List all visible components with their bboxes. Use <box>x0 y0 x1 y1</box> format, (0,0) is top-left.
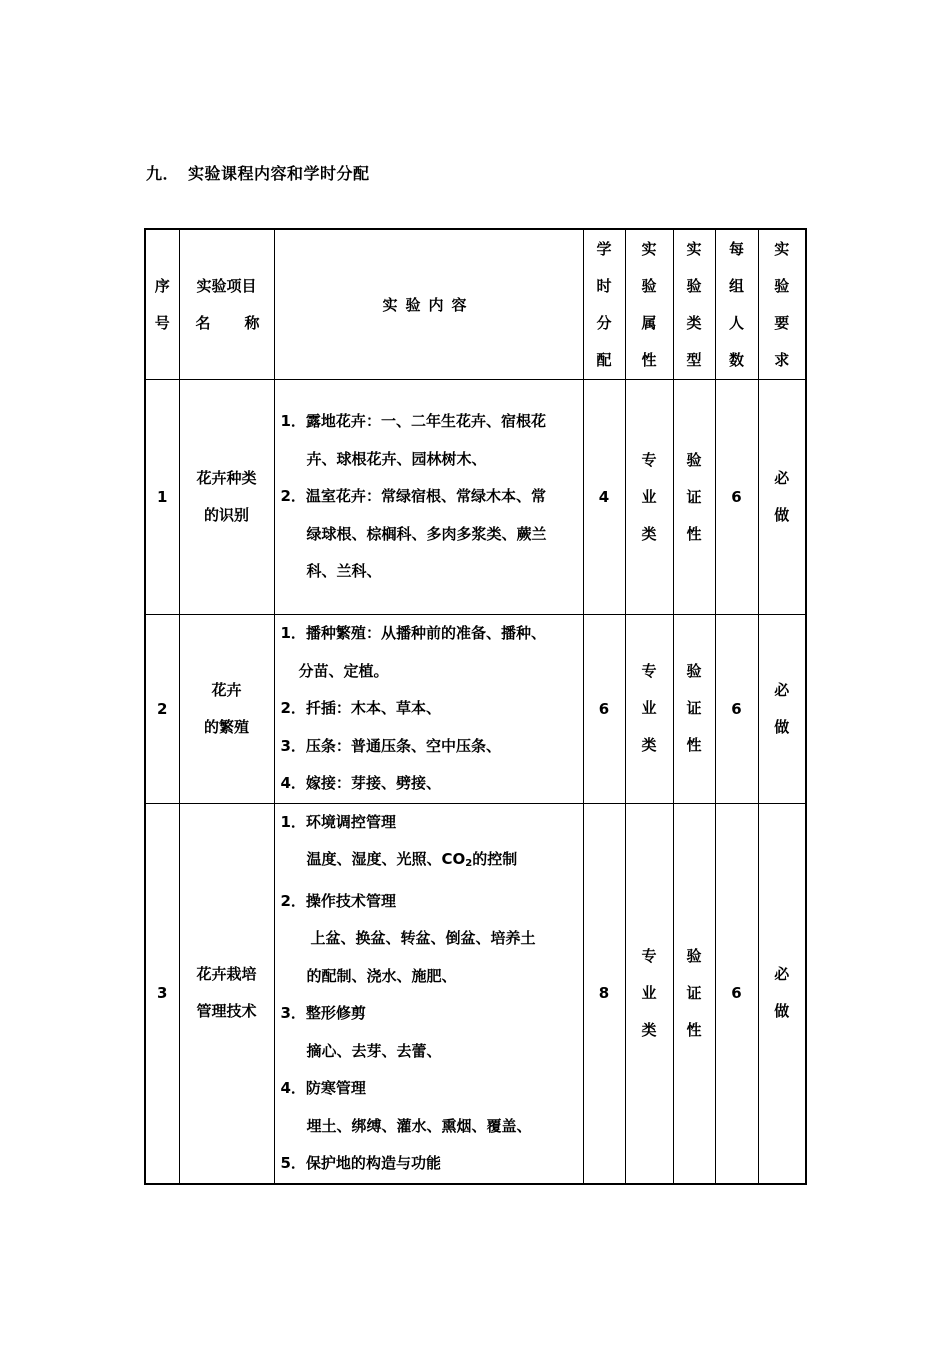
row-req: 必 做 <box>758 380 806 615</box>
header-req: 实 验 要 求 <box>758 229 806 380</box>
row-attr: 专 业 类 <box>625 380 673 615</box>
header-attr: 实 验 属 性 <box>625 229 673 380</box>
header-name: 实验项目 名 称 <box>179 229 274 380</box>
row-req: 必 做 <box>758 803 806 1184</box>
row-seq: 2 <box>145 615 179 804</box>
header-content: 实验内容 <box>274 229 583 380</box>
row-group: 6 <box>715 803 758 1184</box>
section-heading <box>146 161 370 184</box>
table-row <box>145 803 806 1184</box>
row-content: 1．环境调控管理 温度、湿度、光照、$CO_2$的控制 2．操作技术管理 上盆、换盆、转盆、倒盆、培养土 的配制、浇水、施肥、 3．整形修剪 摘心、去芽、去蕾、 4．防寒管理 埋土、绑缚、灌水、熏烟、覆盖、 5．保护地的构造与功能 <box>274 803 583 1184</box>
row-type: 验 证 性 <box>673 615 715 804</box>
row-seq: 1 <box>145 380 179 615</box>
row-hours: 6 <box>583 615 625 804</box>
table-row <box>145 380 806 615</box>
row-type: 验 证 性 <box>673 803 715 1184</box>
section-title: 实验课程内容和学时分配 <box>188 164 370 183</box>
row-content: 1．露地花卉：一、二年生花卉、宿根花 卉、球根花卉、园林树木、 2．温室花卉：常绿宿根、常绿木本、常 绿球根、棕榈科、多肉多浆类、蕨兰 科、兰科、 <box>274 380 583 615</box>
header-group: 每 组 人 数 <box>715 229 758 380</box>
row-name: 花卉种类 的识别 <box>179 380 274 615</box>
header-type: 实 验 类 型 <box>673 229 715 380</box>
row-content: 1．播种繁殖：从播种前的准备、播种、 分苗、定植。 2．扦插：木本、草本、 3．压条：普通压条、空中压条、 4．嫁接：芽接、劈接、 <box>274 615 583 804</box>
row-req: 必 做 <box>758 615 806 804</box>
row-group: 6 <box>715 615 758 804</box>
table-row <box>145 615 806 804</box>
experiment-table <box>144 228 807 1185</box>
row-attr: 专 业 类 <box>625 615 673 804</box>
header-row <box>145 229 806 380</box>
row-type: 验 证 性 <box>673 380 715 615</box>
header-seq: 序 号 <box>145 229 179 380</box>
row-hours: 8 <box>583 803 625 1184</box>
row-name: 花卉 的繁殖 <box>179 615 274 804</box>
co2-subscript: 2 <box>465 858 473 869</box>
row-group: 6 <box>715 380 758 615</box>
section-number: 九． <box>146 164 180 183</box>
row-hours: 4 <box>583 380 625 615</box>
row-attr: 专 业 类 <box>625 803 673 1184</box>
header-hours: 学 时 分 配 <box>583 229 625 380</box>
row-seq: 3 <box>145 803 179 1184</box>
row-name: 花卉栽培 管理技术 <box>179 803 274 1184</box>
